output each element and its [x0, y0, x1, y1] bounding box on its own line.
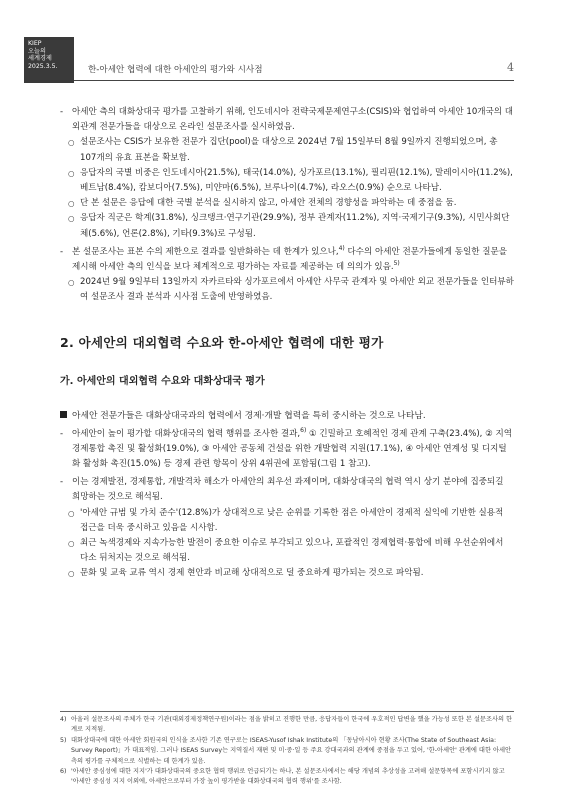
footnotes — [60, 715, 514, 788]
sub-bullet-item — [60, 275, 514, 305]
footnote-text: 대화상대국에 대한 아세안 회원국의 인식을 조사한 기존 연구로는 ISEAS-Yusof Ishak Institute의 「동남아시아 현황 조사(The State of Southeast Asia: Survey Report)」가 대표적임. 그러나 ISEAS Survey는 지역질서 재편 및 미·중·일 등 주요 강대국과의 관계에 중점을 두고 있어, '한-아세안' 관계에 대한 아세안 측의 평가를 구체적으로 식별하는 데 한계가 있음. — [71, 736, 512, 765]
section-heading: 2. 아세안의 대외협력 수요와 한-아세안 협력에 대한 평가 — [60, 334, 384, 350]
footnote-divider — [60, 711, 514, 712]
main-content — [60, 102, 514, 582]
bullet-text: 아세안 측의 대화상대국 평가를 고찰하기 위해, 인도네시아 전략국제문제연구소(CSIS)와 협업하여 아세안 10개국의 대외관계 전문가들을 대상으로 온라인 설문조사를 실시하였음. — [72, 107, 514, 133]
sub-bullet-item — [60, 536, 514, 566]
dash-marker: - — [60, 107, 64, 117]
circle-marker: ○ — [68, 569, 75, 579]
sub-bullet-text: 2024년 9월 9일부터 13일까지 자카르타와 싱가포르에서 아세안 사무국 관계자 및 아세안 외교 전문가들을 인터뷰하여 설문조사 결과 분석과 시사점 도출에 반영하였음. — [80, 277, 514, 303]
sub-bullet-text: 문화 및 교육 교류 역시 경제 현안과 비교해 상대적으로 덜 중요하게 평가되는 것으로 파악됨. — [80, 568, 424, 579]
bullet-item — [60, 427, 514, 473]
dash-marker: - — [60, 428, 64, 439]
badge-line: 오늘의 — [28, 47, 46, 55]
bullet-text: 이는 경제발전, 경제통합, 개발격차 해소가 아세안의 최우선 과제이며, 대화상대국의 협력 역시 상기 분야에 집중되길 희망하는 것으로 해석됨. — [72, 477, 504, 503]
sub-bullet-item — [60, 211, 514, 241]
bullet-text: 본 설문조사는 표본 수의 제한으로 결과를 일반화하는 데 한계가 있으나, — [72, 246, 339, 257]
bullet-text: 아세안이 높이 평가할 대화상대국의 협력 행위를 조사한 결과, — [72, 428, 301, 439]
running-title: 한-아세안 협력에 대한 아세안의 평가와 시사점 — [88, 65, 263, 75]
sub-bullet-item — [60, 166, 514, 196]
circle-marker: ○ — [68, 138, 75, 148]
bullet-item — [60, 105, 514, 135]
badge-line: 2025.3.5. — [28, 62, 58, 70]
sub-bullet-item — [60, 135, 514, 165]
publication-badge — [24, 37, 74, 83]
bullet-item — [60, 245, 514, 275]
bullet-text: 다수의 아세안 전문가들에게 동일한 질문을 제시해 아세안 측의 인식을 보다 체계적으로 평가하는 자료를 제공하는 데 의의가 있음. — [72, 246, 507, 273]
sub-bullet-text: 단 본 설문은 응답에 대한 국별 분석을 실시하지 않고, 아세안 전체의 경향성을 파악하는 데 중점을 둠. — [80, 198, 457, 209]
badge-line: KIEP — [28, 40, 42, 47]
page-number: 4 — [507, 61, 514, 74]
footnote-text: '아세안 중심성에 대한 지지'가 대화상대국의 중요한 협력 행위로 언급되기는 하나, 본 설문조사에서는 해당 개념의 추상성을 고려해 설문항목에 포함시키지 않고 '아세안 중심성 지지 이외에, 아세안으로부터 가장 높이 평가받을 대화상대국의 협력 행위'를 조사함. — [71, 768, 505, 786]
key-finding-text: 아세안 전문가들은 대화상대국과의 협력에서 경제·개발 협력을 특히 중시하는 것으로 나타남. — [72, 410, 426, 421]
dash-marker: - — [60, 477, 64, 488]
dash-marker: - — [60, 246, 64, 257]
header-divider — [74, 80, 514, 81]
bullet-item — [60, 475, 514, 505]
footnote-ref[interactable]: 4) — [338, 244, 345, 252]
sub-bullet-item — [60, 566, 514, 581]
footnote-ref[interactable]: 5) — [393, 260, 400, 268]
circle-marker: ○ — [68, 508, 75, 518]
sub-bullet-text: 응답자 직군은 학계(31.8%), 싱크탱크·연구기관(29.9%), 정부 관계자(11.2%), 지역·국제기구(9.3%), 시민사회단체(5.6%), 언론(2.8%), 기타(9.3%)로 구성됨. — [80, 213, 510, 239]
sub-bullet-text: 응답자의 국별 비중은 인도네시아(21.5%), 태국(14.0%), 싱가포르(13.1%), 필리핀(12.1%), 말레이시아(11.2%), 베트남(8.4%), 캄보디아(7.5%), 미얀마(6.5%), 브루나이(4.7%), 라오스(0.9%) 순으로 나타남. — [80, 167, 513, 194]
sub-bullet-text: 설문조사는 CSIS가 보유한 전문가 집단(pool)을 대상으로 2024년 7월 15일부터 8월 9일까지 진행되었으며, 총 107개의 유효 표본을 확보함. — [80, 137, 498, 163]
badge-line: 세계경제 — [28, 55, 52, 63]
footnote — [60, 767, 514, 788]
bullet-text: ① 긴밀하고 호혜적인 경제 관계 구축(23.4%), ② 지역 경제통합 촉진 및 활성화(19.0%), ③ 아세안 공동체 건설을 위한 개발협력 지원(17.1%), ④ 아세안 연계성 및 디지털화 활성화 촉진(15.0%) 등 경제 관련 항목이 상위 4위권에 포함됨(그림 1 참고). — [72, 428, 513, 470]
sub-bullet-item — [60, 506, 514, 536]
circle-marker: ○ — [68, 214, 75, 224]
footnote-number: 4) — [60, 716, 67, 723]
footnote-text: 아울러 설문조사의 주체가 한국 기관(대외경제정책연구원)이라는 점을 밝히고 진행한 만큼, 응답자들이 한국에 우호적인 답변을 했을 가능성 또한 본 설문조사의 한계로 지적됨. — [71, 716, 513, 734]
circle-marker: ○ — [68, 278, 75, 288]
footnote-number: 6) — [60, 768, 67, 776]
footnote-ref[interactable]: 6) — [300, 426, 307, 434]
subsection-heading: 가. 아세안의 대외협력 수요와 대화상대국 평가 — [60, 375, 265, 387]
square-bullet-icon — [60, 411, 67, 418]
sub-bullet-text: '아세안 규범 및 가치 준수'(12.8%)가 상대적으로 낮은 순위를 기록한 점은 아세안이 경제적 실익에 기반한 실용적 접근을 더욱 중시하고 있음을 시사함. — [80, 507, 504, 533]
footnote — [60, 715, 514, 736]
circle-marker: ○ — [68, 199, 75, 209]
key-finding — [60, 408, 514, 424]
footnote — [60, 736, 514, 767]
circle-marker: ○ — [68, 168, 75, 178]
footnote-number: 5) — [60, 736, 67, 744]
sub-bullet-item — [60, 196, 514, 211]
sub-bullet-text: 최근 녹색경제와 지속가능한 발전이 중요한 이슈로 부각되고 있으나, 포괄적인 경제협력·통합에 비해 우선순위에서 다소 뒤처지는 것으로 해석됨. — [80, 538, 504, 564]
circle-marker: ○ — [68, 539, 75, 549]
